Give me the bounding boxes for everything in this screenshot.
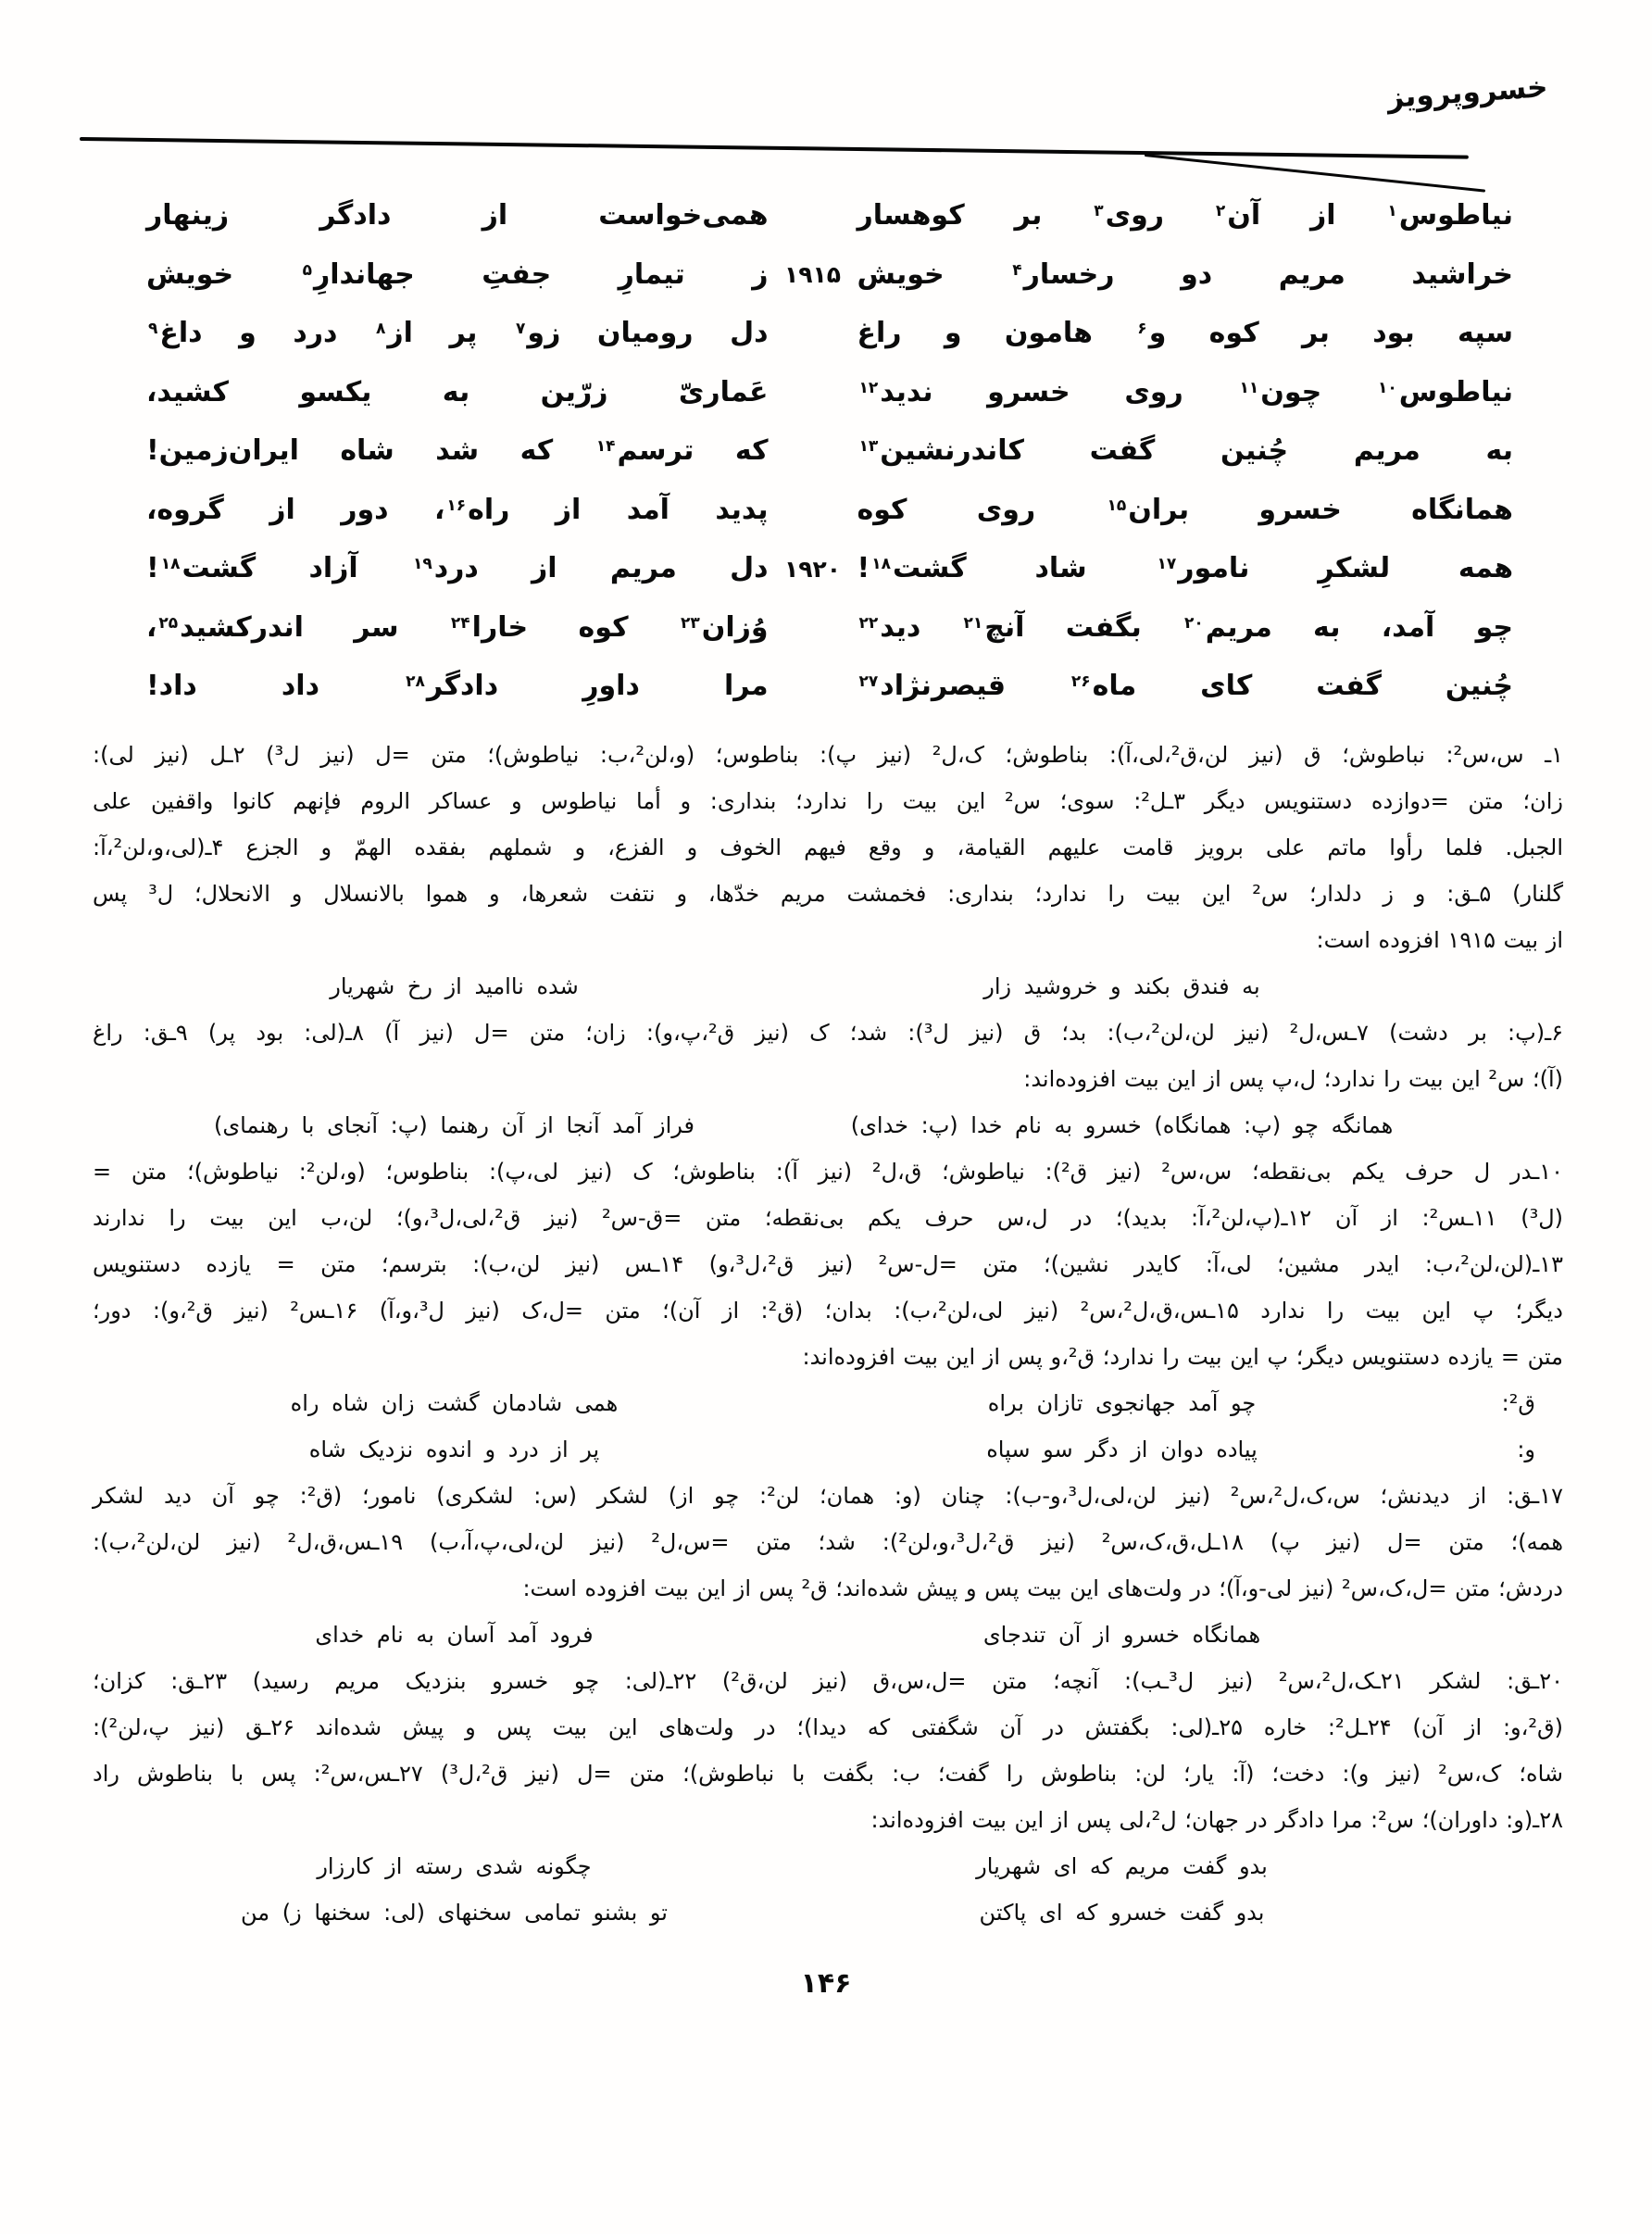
couplet-row bbox=[146, 586, 1513, 646]
verse-number bbox=[769, 230, 857, 233]
apparatus-note-line: دردش؛ متن =ل،ک،س² (نیز لی-و،آ)؛ در ولت‌های این بیت پس و پیش شده‌اند؛ ق² پس از این بیت افزوده است: bbox=[522, 1575, 1563, 1601]
apparatus-note-line: دیگر؛ پ این بیت را ندارد ۱۵ـس،ق،ل²،س² (نیز لی،لن²،ب): بدان؛ (ق²: از آن)؛ متن =ل،ک (نیز ل³،و،آ) ۱۶ـس² (نیز ق²،و): دور؛ bbox=[93, 1298, 1563, 1324]
hemistich-right: نیاطوس$^{۱۰}$ چون$^{۱۱}$ روی خسرو ندید$^{۱۲}$ bbox=[858, 375, 1513, 408]
couplet-row bbox=[146, 292, 1513, 351]
apparatus-note-line: از بیت ۱۹۱۵ افزوده است: bbox=[1316, 927, 1563, 953]
quoted-hemistich-right: به فندق بکند و خروشید زار bbox=[983, 973, 1260, 999]
quoted-hemistich-left: چگونه شدی رسته از کارزار bbox=[317, 1853, 592, 1879]
manuscript-siglum-label: و: bbox=[1517, 1437, 1535, 1462]
quoted-hemistich-right: همانگاه خسرو از آن تندجای bbox=[982, 1622, 1261, 1648]
hemistich-right: سپه بود بر کوه و$^۶$ هامون و راغ bbox=[857, 317, 1513, 349]
hemistich-left: دل مریم از درد$^{۱۹}$ آزاد گشت$^{۱۸}$! bbox=[146, 552, 769, 584]
quoted-hemistich-left: فراز آمد آنجا از آن رهنما (پ: آنجای با رهنمای) bbox=[214, 1112, 695, 1138]
manuscript-siglum-label: ق²: bbox=[1501, 1390, 1535, 1416]
hemistich-left: دل رومیان زو$^۷$ پر از$^۸$ درد و داغ$^۹$ bbox=[148, 317, 769, 349]
apparatus-note-line: ۲۸ـ(و: داوران)؛ س²: مرا دادگر در جهان؛ ل²،لی پس از این بیت افزوده‌اند: bbox=[870, 1807, 1563, 1833]
verse-number bbox=[769, 465, 857, 469]
apparatus-note-line: (آ)؛ س² این بیت را ندارد؛ ل،پ پس از این بیت افزوده‌اند: bbox=[1023, 1066, 1563, 1092]
apparatus-note-line: شاه؛ ک،س² (نیز و): دخت؛ (آ: یار؛ لن: بناطوش را گفت؛ ب: بگفت با نباطوش)؛ متن =ل (نیز ق²،ل³) ۲۷ـس،س²: پس با بناطوش راد bbox=[93, 1761, 1563, 1787]
hemistich-right: نیاطوس$^۱$ از آن$^۲$ روی$^۳$ بر کوهسار bbox=[857, 199, 1513, 232]
quoted-hemistich-right: بدو گفت مریم که ای شهریار bbox=[976, 1853, 1268, 1879]
hemistich-right: خراشید مریم دو رخسار$^۴$ خویش bbox=[857, 257, 1514, 291]
hemistich-right: همانگاه خسرو بران$^{۱۵}$ روی کوه bbox=[857, 493, 1513, 526]
apparatus-quoted-verse bbox=[93, 1843, 1563, 1889]
hemistich-left: پدید آمد از راه$^{۱۶}$، دور از گروه، bbox=[146, 493, 769, 526]
hemistich-left: که ترسم$^{۱۴}$ که شد شاه ایران‌زمین! bbox=[146, 434, 769, 467]
quoted-hemistich-left: شده ناامید از رخ شهریار bbox=[330, 973, 579, 999]
apparatus-quoted-verse bbox=[93, 1102, 1563, 1148]
hemistich-right: همه لشکرِ نامور$^{۱۷}$ شاد گشت$^{۱۸}$! bbox=[857, 552, 1513, 584]
couplet-row bbox=[146, 469, 1513, 528]
apparatus-note-line: (ق²،و: از آن) ۲۴ـل²: خاره ۲۵ـ(لی: بگفتش در آن شگفتی که دیدا)؛ در ولت‌های این بیت پس و پیش شده‌اند ۲۶ـق (نیز پ،لن²): bbox=[93, 1714, 1563, 1740]
couplet-row bbox=[146, 233, 1513, 293]
page-number: ۱۴۶ bbox=[800, 1967, 852, 2000]
apparatus-quoted-verse bbox=[93, 1380, 1563, 1426]
verse-number bbox=[769, 406, 857, 409]
apparatus-quoted-verse bbox=[93, 1889, 1563, 1936]
poem-section bbox=[146, 174, 1513, 704]
hemistich-right: چُنین گفت کای ماه$^{۲۶}$ قیصرنژاد$^{۲۷}$ bbox=[858, 670, 1513, 702]
quoted-hemistich-left: پر از درد و اندوه نزدیک شاه bbox=[308, 1437, 600, 1462]
couplet-row bbox=[146, 351, 1513, 410]
apparatus-note-line: ۱۷ـق: از دیدنش؛ س،ک،ل²،س² (نیز لن،لی،ل³،و-ب): چنان (و: همان؛ لن²: چو از) لشکر (س: لشکری) نامور؛ (ق²: چو آن دید لشکر bbox=[93, 1483, 1563, 1509]
apparatus-quoted-verse bbox=[93, 1426, 1563, 1473]
running-head-title: خسروپرویز bbox=[1386, 69, 1550, 116]
hemistich-left: همی‌خواست از دادگر زینهار bbox=[146, 199, 769, 232]
apparatus-note-line: زان؛ متن =دوازده دستنویس دیگر ۳ـل²: سوی؛ س² این بیت را ندارد؛ بنداری: و أما نیاطوس و عساکر الروم فإنهم کانوا واقفین علی bbox=[93, 788, 1563, 814]
verse-number: ۱۹۱۵ bbox=[784, 261, 842, 288]
quoted-hemistich-right: چو آمد جهانجوی تازان براه bbox=[987, 1390, 1257, 1416]
apparatus-section bbox=[93, 732, 1563, 1936]
apparatus-note-line: الجبل. فلما رأوا ماتم علی برویز قامت علیهم القیامة، و وقع فیهم الخوف و الفزع، و شملهم بفقده الهمّ و الجزع ۴ـ(لی،و،لن²،آ: bbox=[93, 835, 1563, 860]
verse-number: ۱۹۲۰ bbox=[784, 555, 842, 583]
apparatus-note-line: همه)؛ متن =ل (نیز پ) ۱۸ـل،ق،ک،س² (نیز ق²،ل³،و،لن²): شد؛ متن =س،ل² (نیز لن،لی،پ،آ،ب) ۱۹ـس،ق،ل² (نیز لن،لن²،ب): bbox=[93, 1529, 1564, 1555]
apparatus-note-line: (ل³) ۱۱ـس²: از آن ۱۲ـ(پ،لن²،آ: بدید)؛ در ل،س حرف یکم بی‌نقطه؛ متن =ق-س² (نیز ق²،لی،ل³،و)؛ لن،ب این بیت را ندارند bbox=[93, 1205, 1564, 1231]
quoted-hemistich-right: بدو گفت خسرو که ای پاکتن bbox=[979, 1900, 1265, 1926]
apparatus-note-line: گلنار) ۵ـق: و ز دلدار؛ س² این بیت را ندارد؛ بنداری: فخمشت مریم خدّها، و نتفت شعرها، و هموا بالانسلال و الانحلال؛ ل³ پس bbox=[93, 881, 1563, 907]
quoted-hemistich-right: پیاده دوان از دگر سو سپاه bbox=[986, 1437, 1258, 1462]
couplet-row bbox=[146, 409, 1513, 469]
hemistich-right: به مریم چُنین گفت کاندرنشین$^{۱۳}$ bbox=[858, 434, 1513, 467]
hemistich-left: مرا داورِ دادگر$^{۲۸}$ داد داد! bbox=[146, 670, 769, 702]
hemistich-right: چو آمد، به مریم$^{۲۰}$ بگفت آنچ$^{۲۱}$ دید$^{۲۲}$ bbox=[858, 610, 1513, 644]
apparatus-note-line: ۲۰ـق: لشکر ۲۱ـک،ل²،س² (نیز ل³ـب): آنچه؛ متن =ل،س،ق (نیز لن،ق²) ۲۲ـ(لی: چو خسرو بنزدیک مریم رسید) ۲۳ـق: کزان؛ bbox=[93, 1668, 1563, 1694]
quoted-hemistich-left: فرود آمد آسان به نام خدای bbox=[315, 1622, 594, 1648]
quoted-hemistich-right: همانگه چو (پ: همانگاه) خسرو به نام خدا (پ: خدای) bbox=[850, 1112, 1394, 1138]
hemistich-left: وُزان$^{۲۳}$ کوه خارا$^{۲۴}$ سر اندرکشید$^{۲۵}$، bbox=[146, 610, 769, 644]
verse-number bbox=[769, 700, 857, 704]
verse-number bbox=[769, 347, 857, 351]
apparatus-quoted-verse bbox=[93, 963, 1563, 1010]
quoted-hemistich-left: همی شادمان گشت زان شاه راه bbox=[290, 1390, 619, 1416]
apparatus-note-line: ۱ـ س،س²: نباطوش؛ ق (نیز لن،ق²،لی،آ): بناطوش؛ ک،ل² (نیز پ): بناطوس؛ (و،لن²،ب: نیاطوش)؛ متن =ل (نیز ل³) ۲ـل (نیز لی): bbox=[93, 742, 1564, 768]
couplet-row bbox=[146, 527, 1513, 586]
verse-number bbox=[769, 523, 857, 527]
apparatus-quoted-verse bbox=[93, 1612, 1563, 1658]
quoted-hemistich-left: تو بشنو تمامی سخنهای (لی: سخنها ز) من bbox=[240, 1900, 668, 1926]
hemistich-left: عَماریّ زرّین به یکسو کشید، bbox=[146, 375, 769, 408]
apparatus-note-line: متن = یازده دستنویس دیگر؛ پ این بیت را ندارد؛ ق²،و پس از این بیت افزوده‌اند: bbox=[802, 1344, 1563, 1370]
header-rule bbox=[80, 137, 1469, 159]
apparatus-note-line: ۶ـ(پ: بر دشت) ۷ـس،ل² (نیز لن،لن²،ب): بد؛ ق (نیز ل³): شد؛ ک (نیز ق²،پ،و): زان؛ متن =ل (نیز آ) ۸ـ(لی: بود پر) ۹ـق: راغ bbox=[93, 1020, 1564, 1046]
apparatus-note-line: ۱۰ـدر ل حرف یکم بی‌نقطه؛ س،س² (نیز ق²): نیاطوش؛ ق،ل² (نیز آ): بناطوش؛ ک (نیز لی،پ): بناطوس؛ (و،لن²: نیاطوش)؛ متن = bbox=[93, 1159, 1564, 1185]
apparatus-note-line: ۱۳ـ(لن،لن²،ب: ایدر مشین؛ لی،آ: کایدر نشین)؛ متن =ل-س² (نیز ق²،ل³،و) ۱۴ـس (نیز لن،ب): بترسم؛ متن = یازده دستنویس bbox=[93, 1251, 1564, 1277]
hemistich-left: ز تیمارِ جفتِ جهاندارِ$^۵$ خویش bbox=[146, 257, 769, 291]
couplet-row bbox=[146, 174, 1513, 233]
verse-number bbox=[769, 641, 857, 645]
couplet-row bbox=[146, 645, 1513, 704]
